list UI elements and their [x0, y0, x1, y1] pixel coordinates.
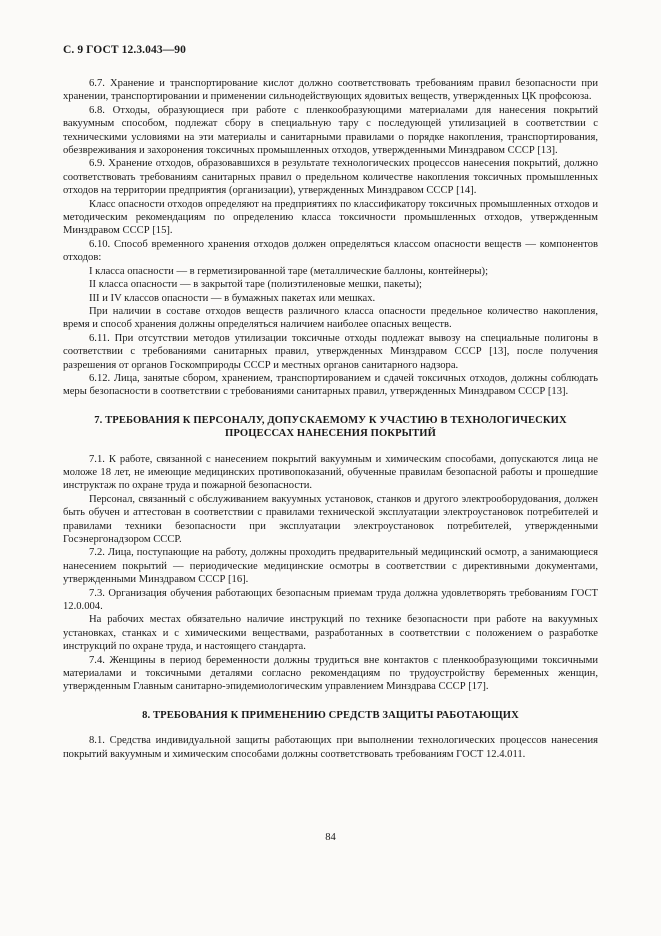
list-item-class-3-4: III и IV классов опасности — в бумажных пакетах или мешках. [89, 292, 376, 304]
page-number: 84 [325, 832, 336, 843]
list-item-class-2: II класса опасности — в закрытой таре (полиэтиленовые мешки, пакеты); [89, 279, 422, 291]
paragraph-hazard-class: Класс опасности отходов определяют на предприятиях по классификатору токсичных промышленных отходов и методическим рекомендациям по определению класса токсичности промышленных отходов, утвержденным Минздравом СССР [15]. [63, 198, 598, 237]
paragraph-mixed-waste: При наличии в составе отходов веществ различного класса опасности предельное количество накопления, время и способ хранения должны определяться наличием наиболее опасных веществ. [63, 305, 598, 331]
paragraph-6-12: 6.12. Лица, занятые сбором, хранением, транспортированием и сдачей токсичных отходов, должны соблюдать меры безопасности в соответствии с требованиями санитарных правил, утвержденных Минздравом СССР [13]. [63, 372, 598, 398]
paragraph-8-1: 8.1. Средства индивидуальной защиты работающих при выполнении технологических процессов нанесения покрытий вакуумным и химическим способами должны соответствовать требованиям ГОСТ 12.4.011. [63, 735, 598, 760]
running-header: С. 9 ГОСТ 12.3.043—90 [63, 44, 186, 56]
section-heading-7: 7. ТРЕБОВАНИЯ К ПЕРСОНАЛУ, ДОПУСКАЕМОМУ К УЧАСТИЮ В ТЕХНОЛОГИЧЕСКИХ ПРОЦЕССАХ НАНЕСЕНИЯ ПОКРЫТИЙ [94, 414, 567, 440]
paragraph-6-10: 6.10. Способ временного хранения отходов должен определяться классом опасности веществ — компонентов отходов: [63, 238, 598, 264]
paragraph-workplace-instructions: На рабочих местах обязательно наличие инструкций по технике безопасности при работе на вакуумных установках, станках и с химическими веществами, разработанных в соответствии с положением о разработке инструкций по охране труда, и настоящего стандарта. [63, 614, 598, 653]
section-heading-8: 8. ТРЕБОВАНИЯ К ПРИМЕНЕНИЮ СРЕДСТВ ЗАЩИТЫ РАБОТАЮЩИХ [142, 709, 519, 721]
paragraph-6-9: 6.9. Хранение отходов, образовавшихся в результате технологических процессов нанесения покрытий, должно соответствовать требованиям санитарных правил о предельном количестве накопления токсичных промышленных отходов на территории предприятия (организации), утвержденных Минздравом СССР [14]. [63, 158, 598, 197]
paragraph-6-7: 6.7. Хранение и транспортирование кислот должно соответствовать требованиям правил безопасности при хранении, транспортировании и применении сильнодействующих ядовитых веществ, утвержденных ЦК профсоюза. [63, 78, 598, 103]
body-text [63, 77, 598, 761]
paragraph-personnel: Персонал, связанный с обслуживанием вакуумных установок, станков и другого электрооборудования, должен быть обучен и аттестован в соответствии с правилами технической эксплуатации электроустановок потребителей и правилами техники безопасности при эксплуатации электроустановок потребителей, утвержденными Госэнергонадзором СССР. [63, 493, 598, 545]
paragraph-7-3: 7.3. Организация обучения работающих безопасным приемам труда должна удовлетворять требованиям ГОСТ 12.0.004. [63, 587, 598, 613]
list-item-class-1: I класса опасности — в герметизированной таре (металлические баллоны, контейнеры); [89, 265, 489, 277]
paragraph-6-11: 6.11. При отсутствии методов утилизации токсичные отходы подлежат вывозу на специальные полигоны в соответствии с требованиями санитарных правил, утвержденных Минздравом СССР [13], после получения разрешения от органов Госкомприроды СССР и местных органов санитарного надзора. [63, 332, 598, 371]
paragraph-7-2: 7.2. Лица, поступающие на работу, должны проходить предварительный медицинский осмотр, а занимающиеся нанесением покрытий — периодические медицинские осмотры в соответствии с директивными документами, утвержденными Минздравом СССР [16]. [63, 547, 598, 586]
paragraph-7-4: 7.4. Женщины в период беременности должны трудиться вне контактов с пленкообразующими токсичными материалами и токсичными деталями согласно рекомендациям по трудоустройству беременных женщин, утвержденным Главным санитарно-эпидемиологическим управлением Минздрава СССР [17]. [63, 654, 598, 693]
paragraph-6-8: 6.8. Отходы, образующиеся при работе с пленкообразующими материалами для нанесения покрытий вакуумным способом, подлежат сбору в специальную тару с последующей утилизацией в соответствии с техническими условиями на эти материалы и санитарными правилами о порядке накопления, транспортирования, обезвреживания и захоронения токсичных промышленных отходов, утвержденными Минздравом СССР [13]. [63, 104, 598, 157]
paragraph-7-1: 7.1. К работе, связанной с нанесением покрытий вакуумным и химическим способами, допускаются лица не моложе 18 лет, не имеющие медицинских противопоказаний, обученные правилам безопасной работы и прошедшие инструктаж по охране труда и пожарной безопасности. [63, 453, 598, 492]
